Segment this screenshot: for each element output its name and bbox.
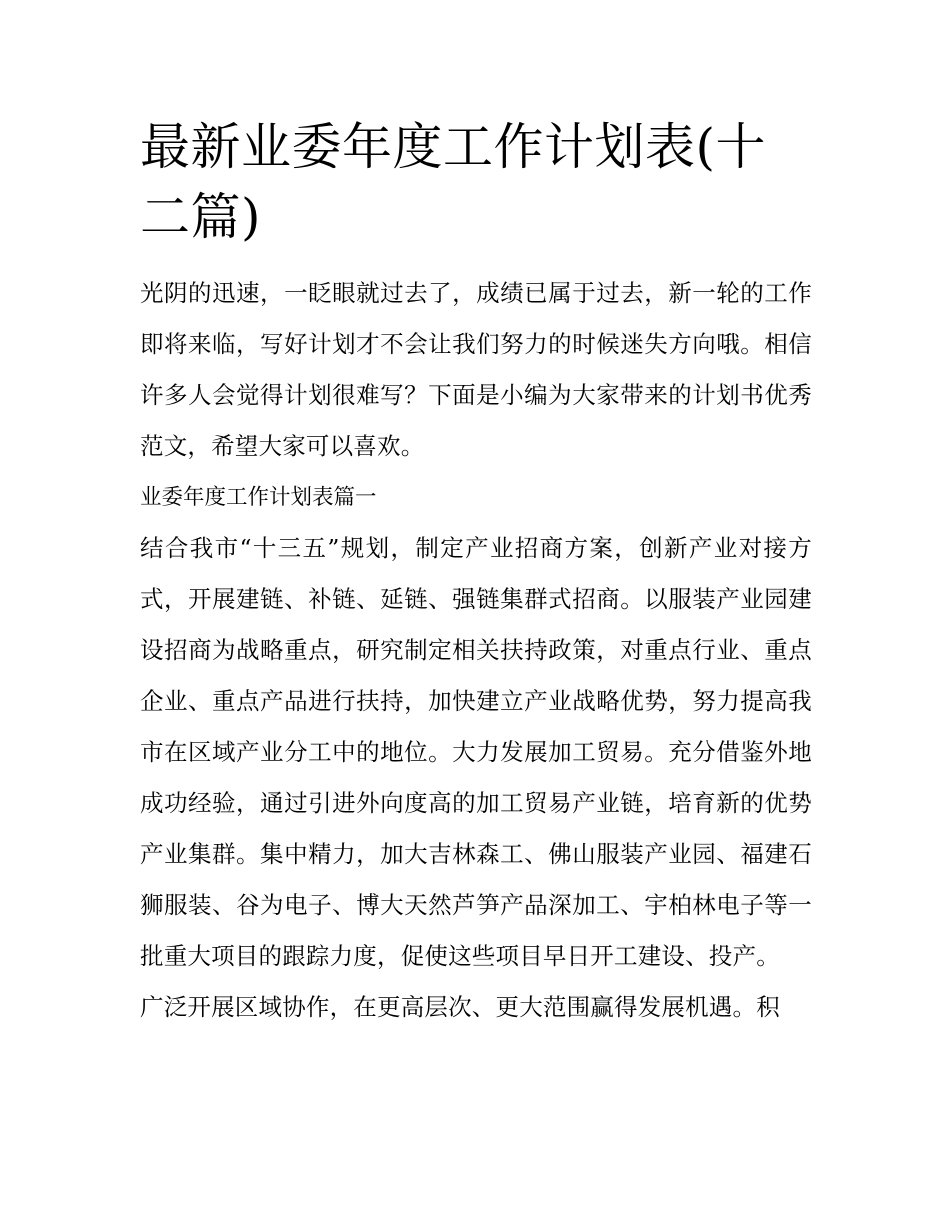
document-title: 最新业委年度工作计划表(十二篇): [140, 118, 767, 246]
body-paragraph-1: 结合我市“十三五”规划，制定产业招商方案，创新产业对接方式，开展建链、补链、延链、强链集群式招商。以服装产业园建设招商为战略重点，研究制定相关扶持政策，对重点行业、重点企业、重点产品进行扶持，加快建立产业战略优势，努力提高我市在区域产业分工中的地位。大力发展加工贸易。充分借鉴外地成功经验，通过引进外向度高的加工贸易产业链，培育新的优势产业集群。集中精力，加大吉林森工、佛山服装产业园、福建石狮服装、谷为电子、博大天然芦笋产品深加工、宇柏林电子等一批重大项目的跟踪力度，促使这些项目早日开工建设、投产。: [140, 534, 812, 970]
document-page: [140, 112, 812, 1033]
section-heading: 业委年度工作计划表篇一: [140, 485, 377, 510]
intro-paragraph: 光阴的迅速，一眨眼就过去了，成绩已属于过去，新一轮的工作即将来临，写好计划才不会让我们努力的时候迷失方向哦。相信许多人会觉得计划很难写？下面是小编为大家带来的计划书优秀范文，希望大家可以喜欢。: [140, 279, 812, 460]
body-paragraph-2: 广泛开展区域协作，在更高层次、更大范围赢得发展机遇。积: [140, 993, 780, 1021]
